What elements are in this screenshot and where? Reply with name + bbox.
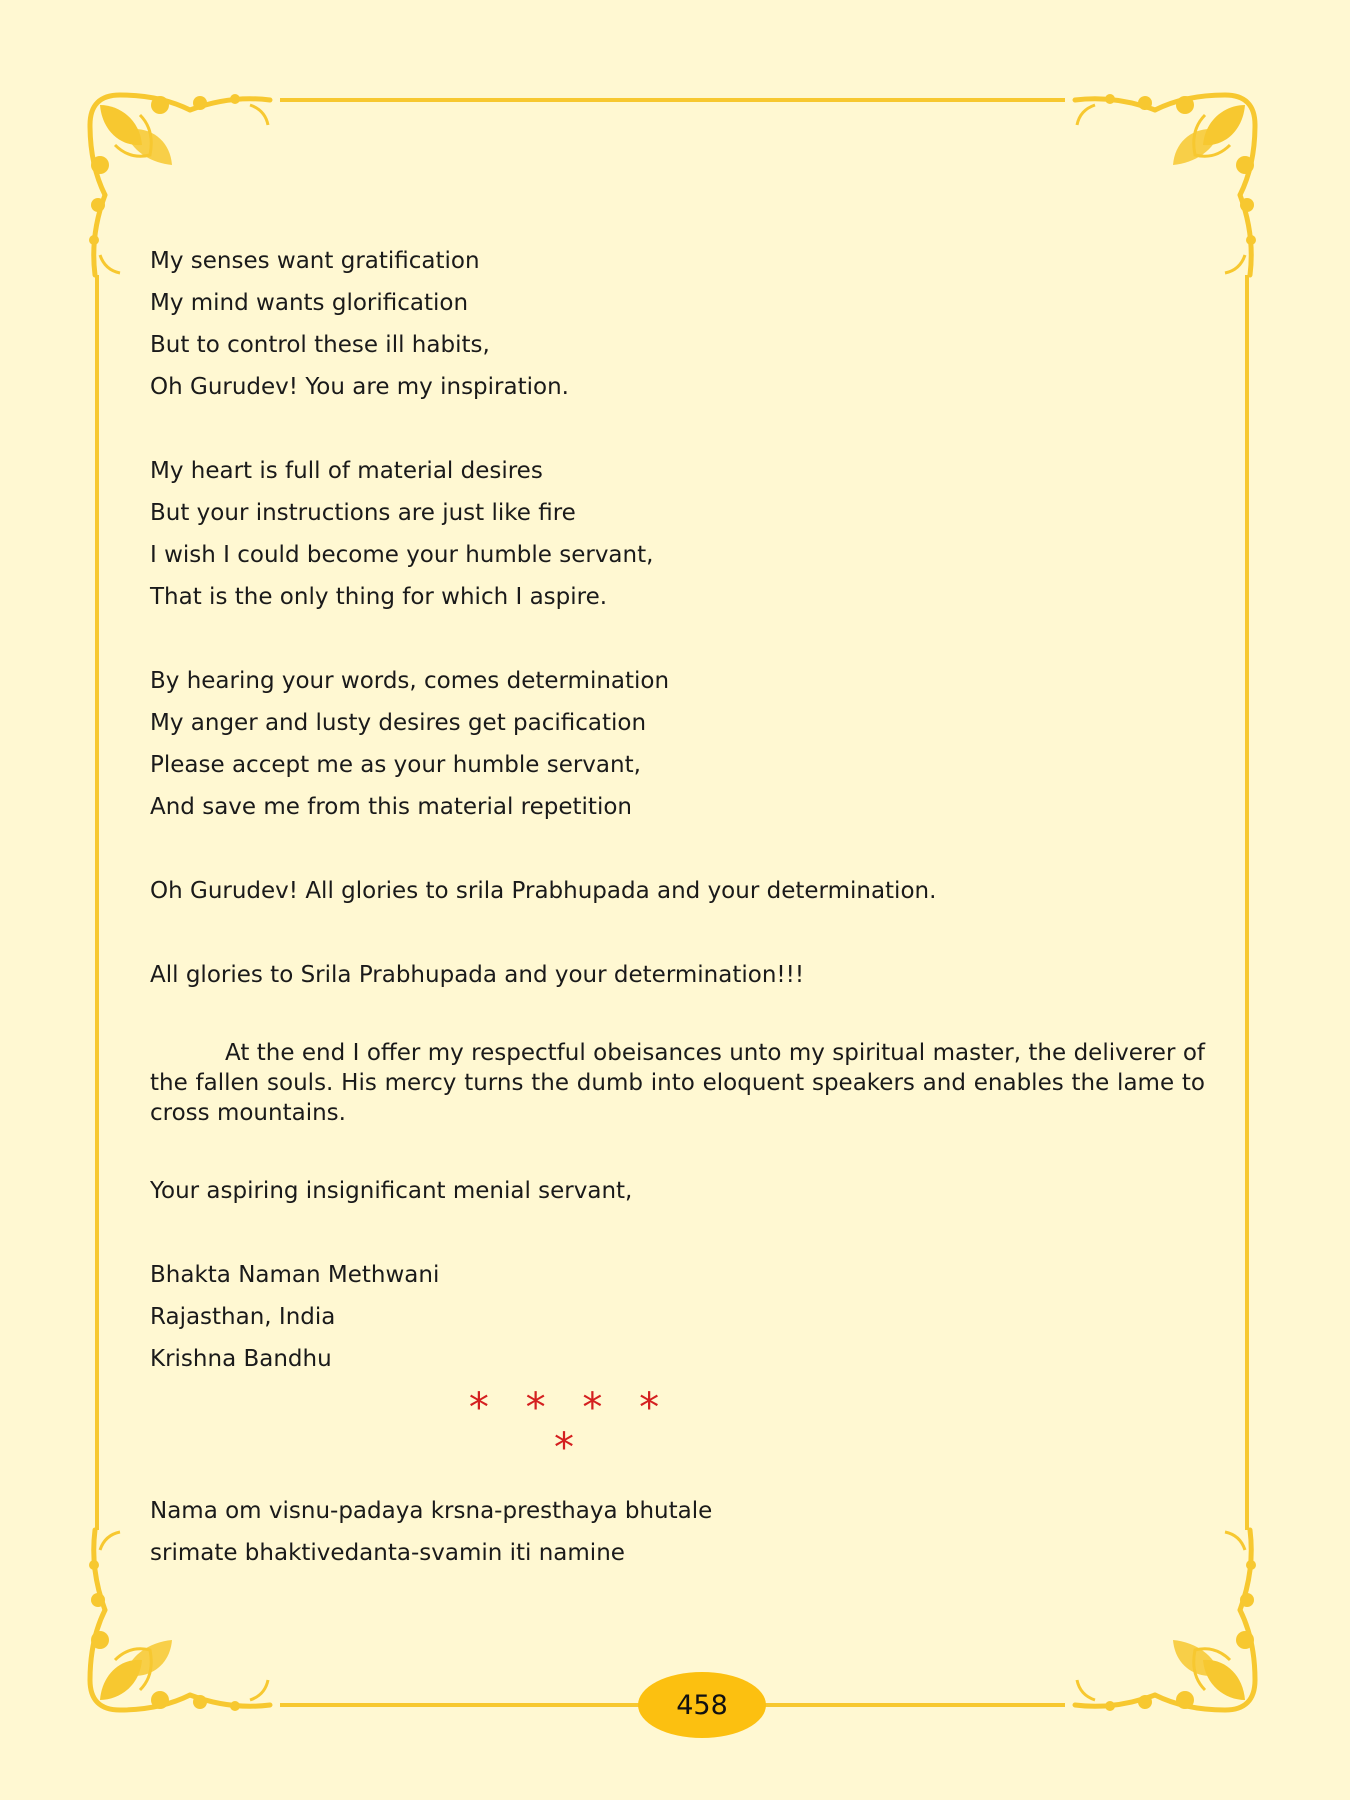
poem-stanza-2 (150, 450, 1205, 618)
poem-line: By hearing your words, comes determination (150, 668, 670, 694)
frame-right-border (1245, 275, 1249, 1530)
signature-name: Bhakta Naman Methwani (150, 1262, 440, 1288)
signature-group: Krishna Bandhu (150, 1346, 332, 1372)
verse-line: Nama om visnu-padaya krsna-presthaya bhutale (150, 1498, 713, 1524)
poem-line: But to control these ill habits, (150, 332, 490, 358)
frame-left-border (95, 275, 99, 1530)
poem-stanza-1 (150, 240, 1205, 408)
poem-line: But your instructions are just like fire (150, 500, 576, 526)
frame-bottom-border-left (280, 1703, 640, 1707)
document-body (150, 240, 1205, 1574)
poem-line: My senses want gratification (150, 248, 480, 274)
frame-top-border (280, 98, 1065, 102)
signature-block (150, 1254, 1205, 1380)
poem-stanza-3 (150, 660, 1205, 828)
poem-line: I wish I could become your humble servant, (150, 542, 654, 568)
signature-location: Rajasthan, India (150, 1304, 336, 1330)
closing-paragraph: At the end I offer my respectful obeisances unto my spiritual master, the deliverer of the fallen souls. His mercy turns the dumb into eloquent speakers and enables the lame to cross mountains. (150, 1040, 1205, 1126)
frame-bottom-border-right (765, 1703, 1065, 1707)
poem-line: My heart is full of material desires (150, 458, 543, 484)
verse-line: srimate bhaktivedanta-svamin iti namine (150, 1540, 625, 1566)
section-separator: * * * * * (468, 1385, 672, 1471)
poem-line: Oh Gurudev! You are my inspiration. (150, 374, 569, 400)
poem-line: Please accept me as your humble servant, (150, 752, 641, 778)
pranama-verse (150, 1490, 1205, 1574)
poem-line: My mind wants glorification (150, 290, 469, 316)
salutation: Your aspiring insignificant menial servant, (150, 1178, 633, 1204)
glories-line-1: Oh Gurudev! All glories to srila Prabhupada and your determination. (150, 878, 937, 904)
poem-line: That is the only thing for which I aspire. (150, 584, 608, 610)
page-number-badge: 458 (638, 1672, 766, 1738)
glories-line-2: All glories to Srila Prabhupada and your determination!!! (150, 962, 805, 988)
poem-line: My anger and lusty desires get pacification (150, 710, 647, 736)
poem-line: And save me from this material repetition (150, 794, 632, 820)
